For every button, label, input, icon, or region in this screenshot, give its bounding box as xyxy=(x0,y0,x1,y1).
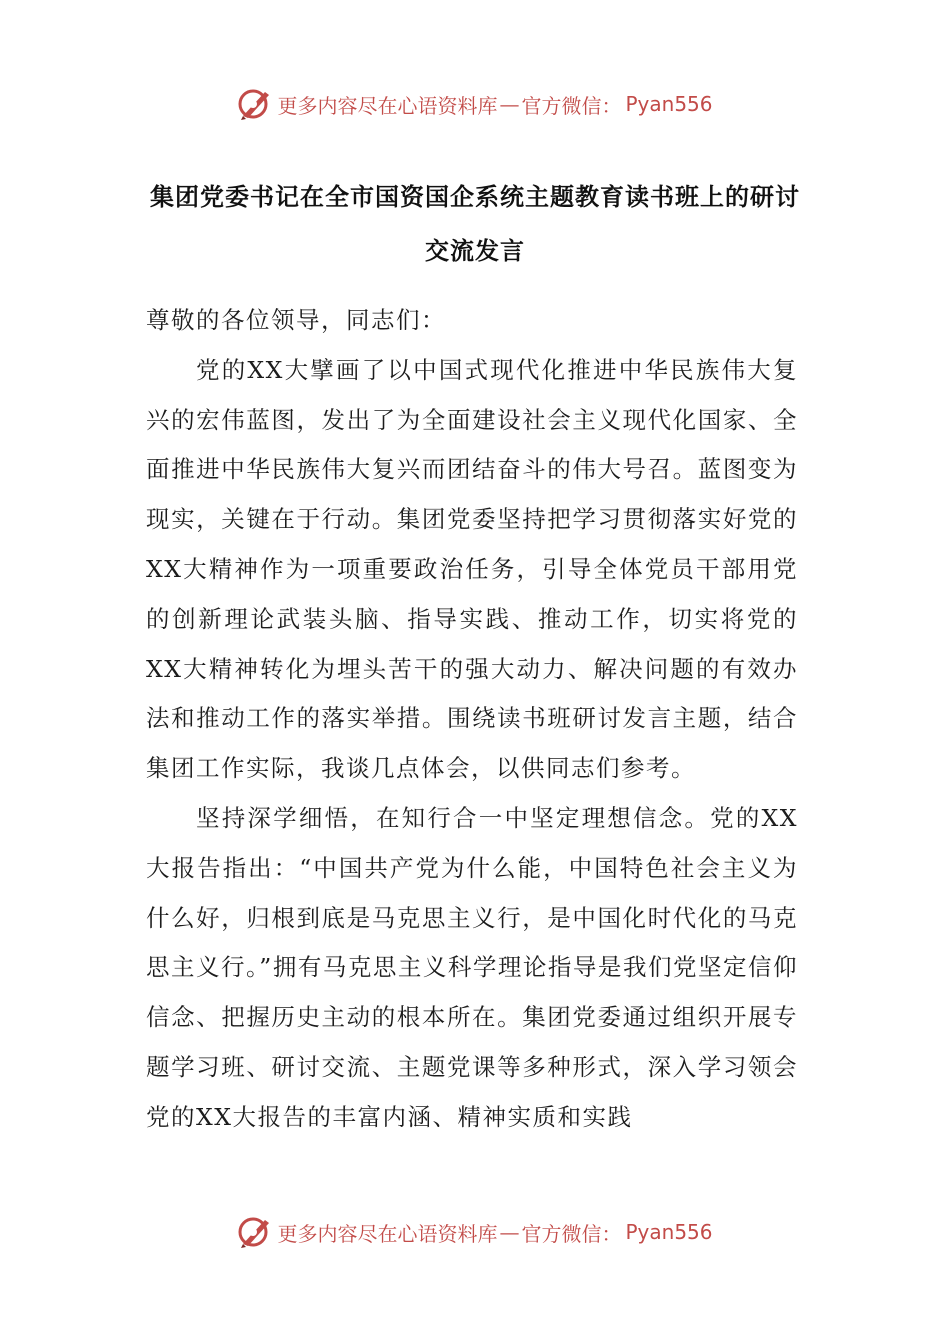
pen-logo-icon xyxy=(237,86,273,122)
watermark-text: 更多内容尽在心语资料库 xyxy=(277,1221,498,1246)
watermark-footer xyxy=(0,1212,950,1252)
watermark-wechat-id: Pyan556 xyxy=(625,92,713,116)
pen-logo-icon xyxy=(237,1214,273,1250)
watermark-separator: — xyxy=(499,1220,520,1244)
watermark-separator: — xyxy=(499,92,520,116)
document-body xyxy=(146,296,798,1143)
watermark-header xyxy=(0,84,950,124)
body-paragraph-1: 党的XX大擘画了以中国式现代化推进中华民族伟大复兴的宏伟蓝图，发出了为全面建设社会主义现代化国家、全面推进中华民族伟大复兴而团结奋斗的伟大号召。蓝图变为现实，关键在于行动。集团党委坚持把学习贯彻落实好党的XX大精神作为一项重要政治任务，引导全体党员干部用党的创新理论武装头脑、指导实践、推动工作，切实将党的XX大精神转化为埋头苦干的强大动力、解决问题的有效办法和推动工作的落实举措。围绕读书班研讨发言主题，结合集团工作实际，我谈几点体会，以供同志们参考。 xyxy=(146,355,798,783)
watermark-wechat-label: 官方微信： xyxy=(521,1221,622,1246)
salutation: 尊敬的各位领导，同志们： xyxy=(146,306,446,334)
document-title: 集团党委书记在全市国资国企系统主题教育读书班上的研讨交流发言 xyxy=(150,182,800,265)
body-paragraph-2: 坚持深学细悟，在知行合一中坚定理想信念。党的XX大报告指出：“中国共产党为什么能，中国特色社会主义为什么好，归根到底是马克思主义行，是中国化时代化的马克思主义行。”拥有马克思主义科学理论指导是我们党坚定信仰信念、把握历史主动的根本所在。集团党委通过组织开展专题学习班、研讨交流、主题党课等多种形式，深入学习领会党的XX大报告的丰富内涵、精神实质和实践 xyxy=(146,803,798,1131)
watermark-wechat-id: Pyan556 xyxy=(625,1220,713,1244)
watermark-wechat-label: 官方微信： xyxy=(521,93,622,118)
watermark-text: 更多内容尽在心语资料库 xyxy=(277,93,498,118)
